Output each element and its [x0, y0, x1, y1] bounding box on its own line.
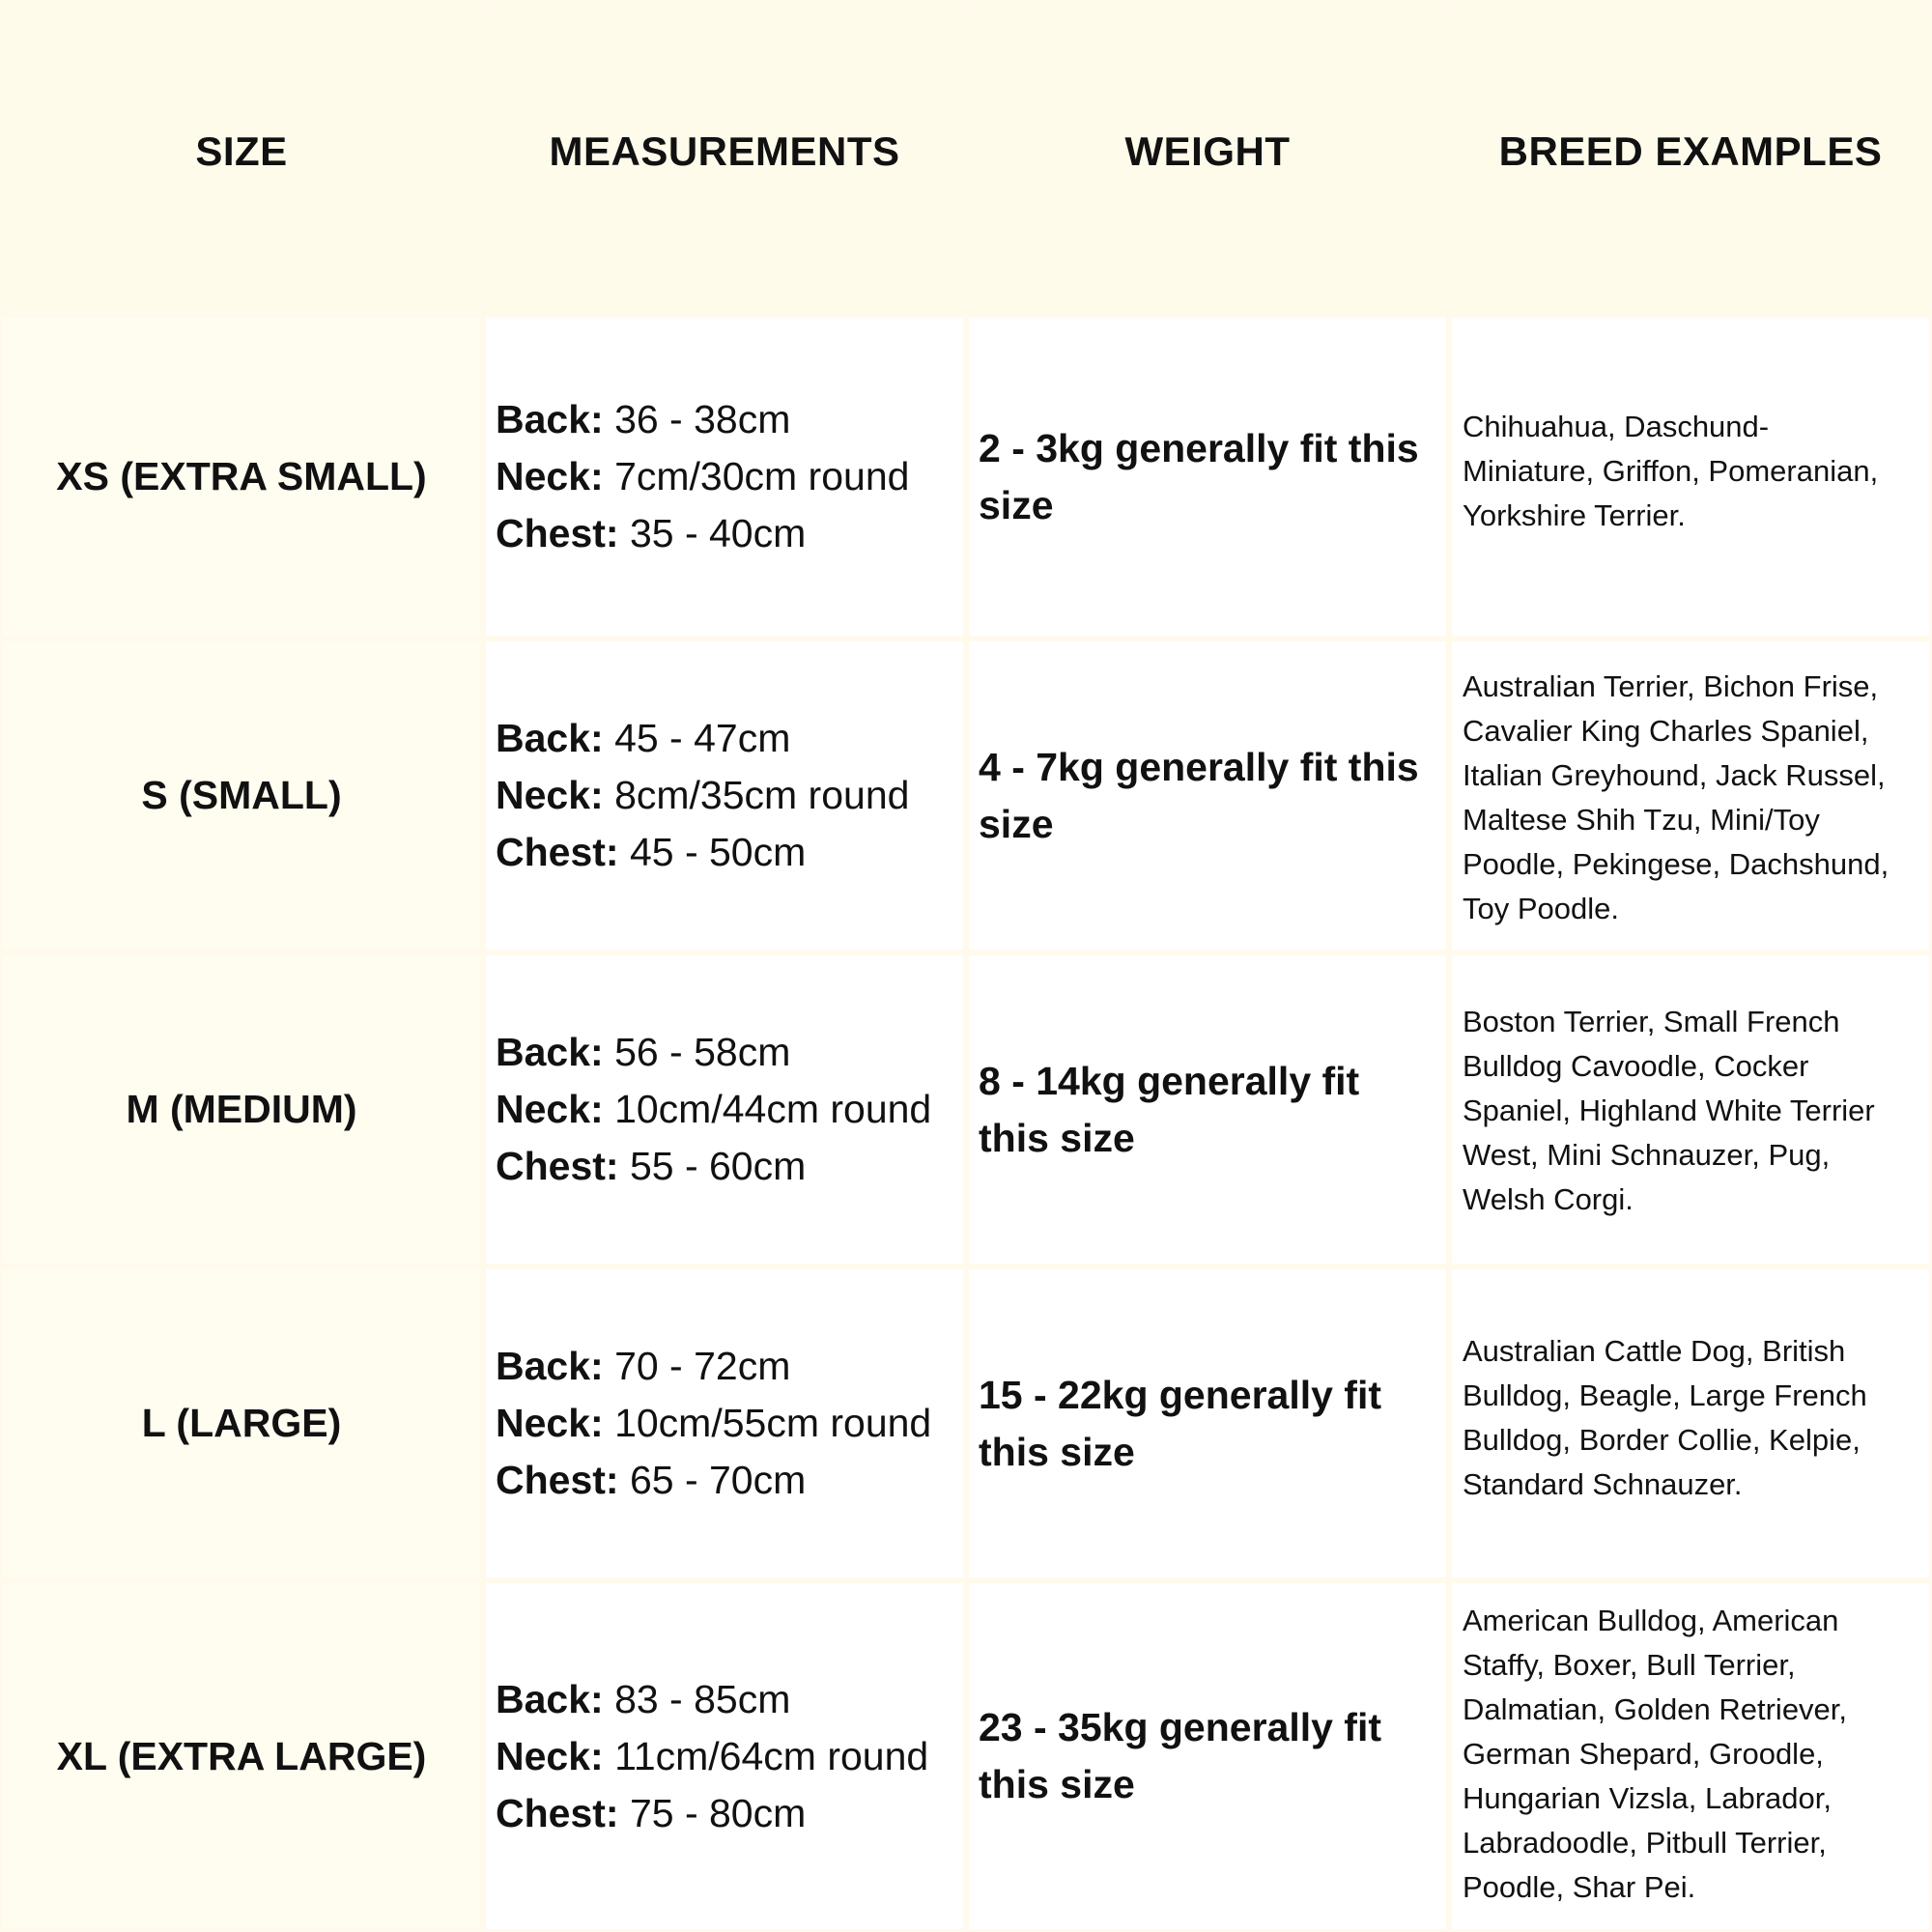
measurements-lines [496, 1338, 931, 1509]
text-line: Bulldog Cavoodle, Cocker [1463, 1049, 1809, 1083]
chest-value: 75 - 80cm [618, 1790, 807, 1835]
chest-label: Chest: [496, 1458, 619, 1502]
weight-cell [966, 1266, 1449, 1580]
back-value: 83 - 85cm [603, 1676, 791, 1721]
text-line: Yorkshire Terrier. [1463, 498, 1686, 532]
text-line: Chihuahua, Daschund- [1463, 410, 1770, 443]
chest-value: 45 - 50cm [618, 830, 807, 874]
header-size-label: SIZE [195, 128, 288, 174]
breeds-text [1463, 1000, 1875, 1222]
breeds-cell [1449, 315, 1932, 639]
text-line: Bulldog, Beagle, Large French [1463, 1378, 1867, 1412]
back-label: Back: [496, 716, 604, 760]
breeds-text [1463, 1329, 1867, 1507]
chest-measurement [496, 1452, 931, 1509]
measurements-cell [483, 1580, 966, 1932]
back-value: 70 - 72cm [603, 1344, 791, 1388]
text-line: 15 - 22kg generally fit [979, 1372, 1382, 1417]
neck-measurement [496, 767, 909, 824]
text-line: size [979, 482, 1054, 527]
size-label: L (LARGE) [141, 1401, 342, 1445]
size-label: M (MEDIUM) [126, 1087, 357, 1131]
neck-label: Neck: [496, 1087, 604, 1131]
text-line: Poodle, Shar Pei. [1463, 1870, 1696, 1904]
back-label: Back: [496, 1344, 604, 1388]
weight-text [979, 420, 1419, 534]
neck-measurement [496, 1395, 931, 1452]
text-line: Cavalier King Charles Spaniel, [1463, 714, 1869, 748]
size-cell [0, 639, 483, 952]
text-line: 23 - 35kg generally fit [979, 1705, 1382, 1749]
back-measurement [496, 710, 909, 767]
back-label: Back: [496, 397, 604, 441]
text-line: this size [979, 1115, 1135, 1160]
measurements-lines [496, 1671, 928, 1842]
neck-measurement [496, 1728, 928, 1785]
neck-value: 7cm/30cm round [603, 454, 910, 498]
header-weight-label: WEIGHT [1124, 128, 1291, 174]
text-line: Australian Terrier, Bichon Frise, [1463, 669, 1879, 703]
text-line: Poodle, Pekingese, Dachshund, [1463, 847, 1889, 881]
neck-measurement [496, 1081, 931, 1138]
text-line: Hungarian Vizsla, Labrador, [1463, 1781, 1833, 1815]
breeds-cell [1449, 639, 1932, 952]
text-line: Bulldog, Border Collie, Kelpie, [1463, 1423, 1861, 1457]
weight-text [979, 1053, 1359, 1167]
breeds-cell [1449, 1266, 1932, 1580]
measurements-lines [496, 1024, 931, 1195]
text-line: Miniature, Griffon, Pomeranian, [1463, 454, 1879, 488]
breeds-cell [1449, 1580, 1932, 1932]
header-breeds [1449, 0, 1932, 315]
neck-value: 8cm/35cm round [603, 773, 910, 817]
weight-text [979, 1699, 1381, 1813]
neck-label: Neck: [496, 1401, 604, 1445]
back-label: Back: [496, 1030, 604, 1074]
text-line: this size [979, 1429, 1135, 1474]
text-line: German Shepard, Groodle, [1463, 1737, 1824, 1771]
text-line: Labradoodle, Pitbull Terrier, [1463, 1826, 1827, 1860]
neck-value: 11cm/64cm round [603, 1733, 929, 1778]
chest-label: Chest: [496, 830, 619, 874]
neck-label: Neck: [496, 773, 604, 817]
header-weight [966, 0, 1449, 315]
text-line: Boston Terrier, Small French [1463, 1005, 1840, 1038]
chest-label: Chest: [496, 1790, 619, 1835]
text-line: Dalmatian, Golden Retriever, [1463, 1692, 1848, 1726]
size-cell [0, 1580, 483, 1932]
neck-value: 10cm/44cm round [603, 1087, 932, 1131]
text-line: 4 - 7kg generally fit this [979, 744, 1419, 789]
back-value: 45 - 47cm [603, 716, 791, 760]
size-cell [0, 1266, 483, 1580]
size-label: XS (EXTRA SMALL) [56, 454, 427, 498]
weight-cell [966, 639, 1449, 952]
breeds-cell [1449, 952, 1932, 1266]
chest-measurement [496, 1138, 931, 1195]
size-cell [0, 952, 483, 1266]
neck-label: Neck: [496, 1733, 604, 1778]
measurements-cell [483, 952, 966, 1266]
measurements-cell [483, 315, 966, 639]
back-measurement [496, 391, 909, 448]
measurements-lines [496, 710, 909, 881]
chest-measurement [496, 505, 909, 562]
neck-measurement [496, 448, 909, 505]
text-line: Toy Poodle. [1463, 892, 1619, 925]
text-line: Staffy, Boxer, Bull Terrier, [1463, 1648, 1796, 1682]
back-measurement [496, 1671, 928, 1728]
chest-measurement [496, 824, 909, 881]
weight-cell [966, 315, 1449, 639]
text-line: Welsh Corgi. [1463, 1182, 1634, 1216]
text-line: American Bulldog, American [1463, 1604, 1839, 1637]
measurements-lines [496, 391, 909, 562]
back-measurement [496, 1024, 931, 1081]
breeds-text [1463, 665, 1889, 931]
breeds-text [1463, 1599, 1847, 1910]
text-line: Standard Schnauzer. [1463, 1467, 1743, 1501]
text-line: Spaniel, Highland White Terrier [1463, 1094, 1875, 1127]
header-size [0, 0, 483, 315]
chest-label: Chest: [496, 511, 619, 555]
chest-label: Chest: [496, 1144, 619, 1188]
chest-measurement [496, 1785, 928, 1842]
text-line: Maltese Shih Tzu, Mini/Toy [1463, 803, 1820, 837]
text-line: West, Mini Schnauzer, Pug, [1463, 1138, 1831, 1172]
text-line: this size [979, 1762, 1135, 1806]
neck-label: Neck: [496, 454, 604, 498]
breeds-text [1463, 405, 1878, 538]
text-line: 8 - 14kg generally fit [979, 1058, 1360, 1103]
header-measurements [483, 0, 966, 315]
size-cell [0, 315, 483, 639]
text-line: Australian Cattle Dog, British [1463, 1334, 1846, 1368]
chest-value: 65 - 70cm [618, 1458, 807, 1502]
chest-value: 55 - 60cm [618, 1144, 807, 1188]
text-line: size [979, 801, 1054, 846]
weight-text [979, 1367, 1381, 1481]
back-label: Back: [496, 1676, 604, 1721]
back-value: 36 - 38cm [603, 397, 791, 441]
text-line: Italian Greyhound, Jack Russel, [1463, 758, 1886, 792]
back-measurement [496, 1338, 931, 1395]
header-measurements-label: MEASUREMENTS [549, 128, 900, 174]
measurements-cell [483, 639, 966, 952]
back-value: 56 - 58cm [603, 1030, 791, 1074]
weight-cell [966, 952, 1449, 1266]
text-line: 2 - 3kg generally fit this [979, 425, 1419, 470]
weight-text [979, 739, 1419, 853]
size-label: S (SMALL) [141, 773, 342, 817]
neck-value: 10cm/55cm round [603, 1401, 932, 1445]
chest-value: 35 - 40cm [618, 511, 807, 555]
size-label: XL (EXTRA LARGE) [56, 1733, 427, 1778]
measurements-cell [483, 1266, 966, 1580]
weight-cell [966, 1580, 1449, 1932]
header-breeds-label: BREED EXAMPLES [1498, 128, 1883, 174]
